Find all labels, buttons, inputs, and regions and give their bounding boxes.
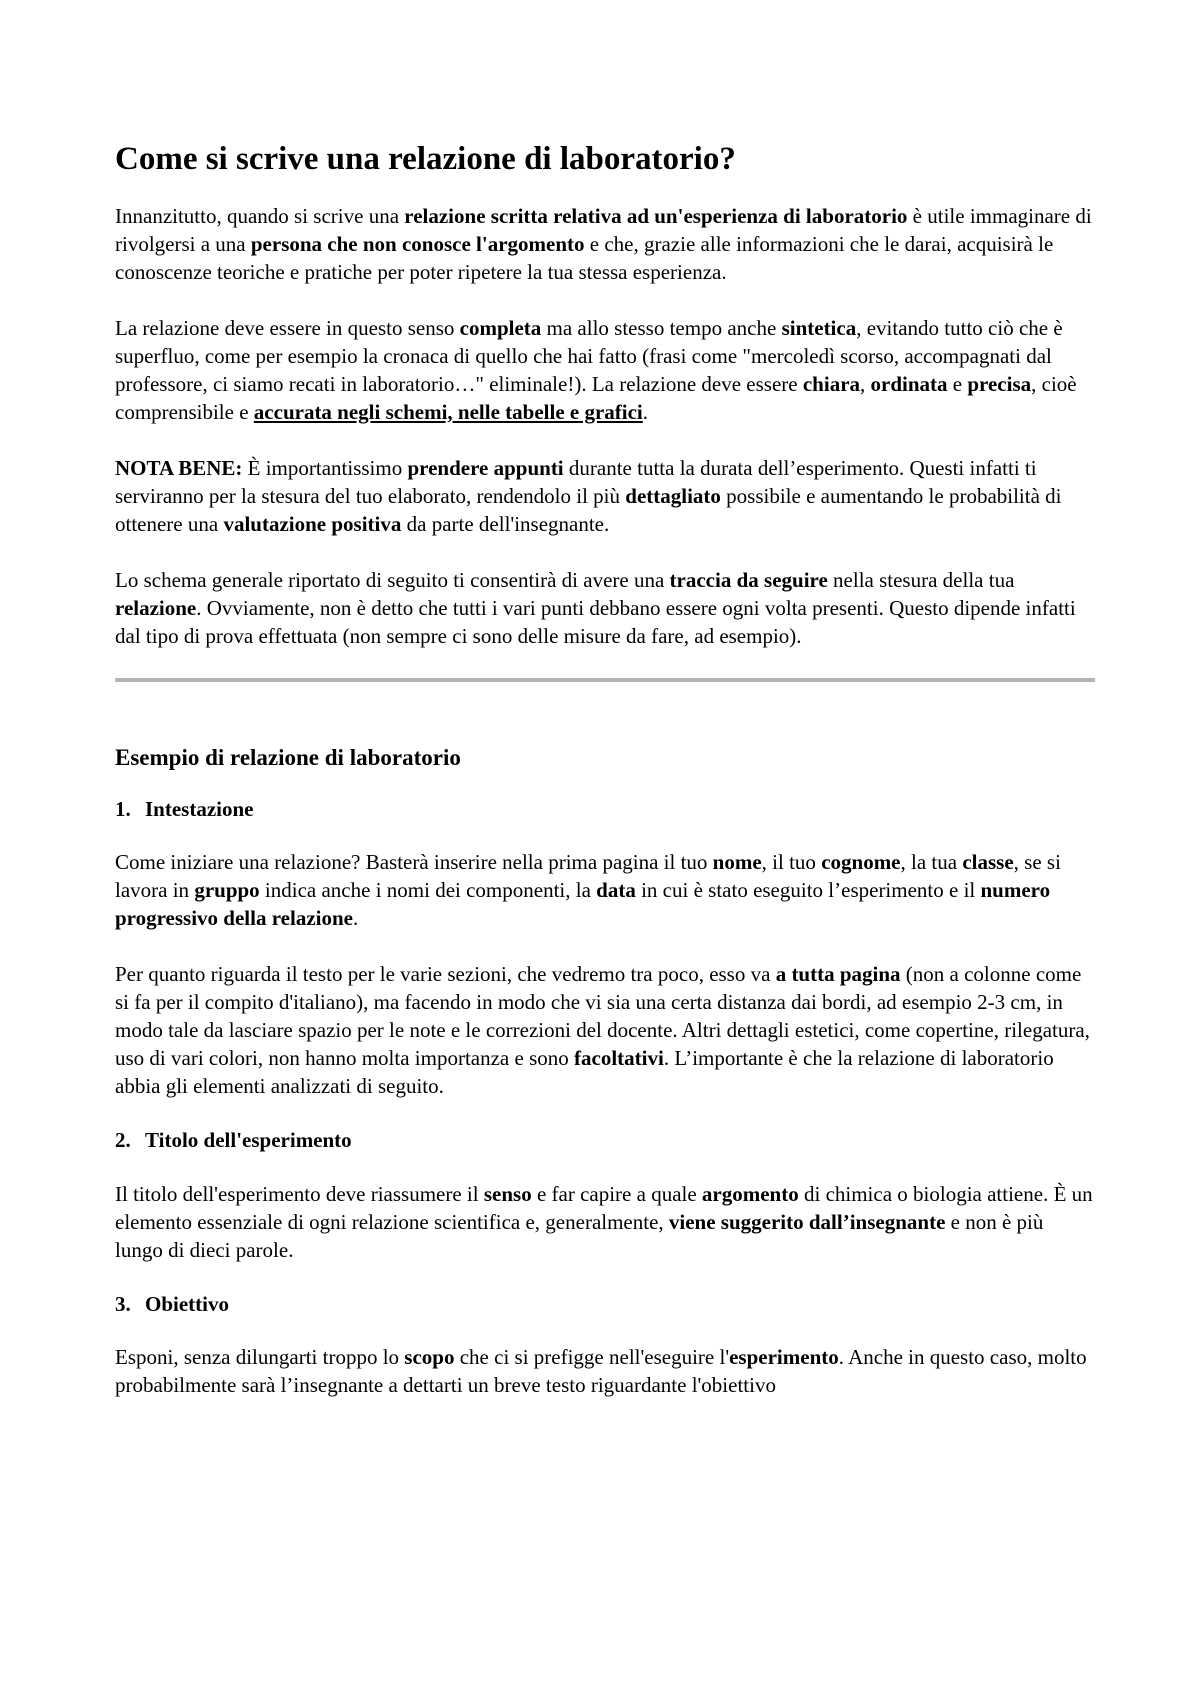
text-run: . Ovviamente, non è detto che tutti i vari punti debbano essere ogni volta presenti. Questo dipende infatti dal tipo di prova effettuata (non sempre ci sono delle misure da fare, ad esempio).	[115, 595, 1076, 648]
section-title: Obiettivo	[145, 1291, 229, 1316]
text-run: Lo schema generale riportato di seguito ti consentirà di avere una	[115, 567, 670, 592]
section-number: 2.	[115, 1128, 131, 1153]
text-run: e non è più lungo di dieci parole.	[115, 1209, 1044, 1262]
text-run: ma allo stesso tempo anche	[541, 315, 782, 340]
text-run: di chimica o biologia attiene. È un elemento essenziale di ogni relazione scientifica e, generalmente,	[115, 1181, 1093, 1234]
document-page	[115, 140, 1095, 1427]
text-run: . L’importante è che la relazione di laboratorio abbia gli elementi analizzati di seguito.	[115, 1046, 1054, 1099]
text-run: che ci si prefigge nell'eseguire l'	[454, 1344, 730, 1369]
text-run: e	[947, 371, 968, 396]
section-title: Titolo dell'esperimento	[145, 1128, 352, 1153]
section-title: Intestazione	[145, 797, 254, 822]
bold-text: sintetica	[781, 315, 857, 340]
section-paragraph	[115, 848, 1095, 932]
bold-text: scopo	[404, 1344, 455, 1369]
text-run: nella stesura della tua	[827, 567, 1015, 592]
intro-paragraph-4	[115, 566, 1095, 650]
text-run: indica anche i nomi dei componenti, la	[259, 878, 597, 903]
bold-text: a tutta pagina	[775, 962, 901, 987]
bold-text: precisa	[967, 371, 1032, 396]
bold-text: persona che non conosce l'argomento	[250, 231, 585, 256]
bold-text: completa	[459, 315, 542, 340]
text-run: , evitando tutto ciò che è superfluo, come per esempio la cronaca di quello che hai fatto (frasi come "mercoledì scorso, accompagnati dal professore, ci siamo recati in laboratorio…" eliminale!). La relazione deve essere	[115, 315, 1063, 396]
text-run: , se si lavora in	[115, 850, 1061, 903]
bold-text: classe	[962, 850, 1014, 875]
bold-text: viene suggerito dall’insegnante	[668, 1209, 946, 1234]
bold-text: relazione scritta relativa ad un'esperienza di laboratorio	[404, 203, 908, 228]
page-title: Come si scrive una relazione di laboratorio?	[115, 141, 736, 177]
bold-text: senso	[483, 1181, 532, 1206]
bold-text: prendere appunti	[407, 455, 564, 480]
bold-text: gruppo	[194, 878, 260, 903]
text-run: La relazione deve essere in questo senso	[115, 315, 460, 340]
text-run: , il tuo	[761, 850, 822, 875]
bold-text: data	[596, 878, 636, 903]
bold-text: cognome	[821, 850, 901, 875]
intro-paragraph-2	[115, 314, 1095, 426]
section-number: 1.	[115, 797, 131, 822]
text-run: .	[352, 906, 359, 931]
text-run: e far capire a quale	[531, 1181, 702, 1206]
intro-paragraph-3	[115, 454, 1095, 538]
horizontal-divider	[115, 678, 1095, 682]
text-run: e che, grazie alle informazioni che le darai, acquisirà le conoscenze teoriche e pratiche per poter ripetere la tua stessa esperienza.	[115, 231, 1054, 284]
section-paragraph	[115, 960, 1095, 1100]
text-run: in cui è stato eseguito l’esperimento e il	[635, 878, 981, 903]
bold-text: traccia da seguire	[669, 567, 828, 592]
text-run: Per quanto riguarda il testo per le varie sezioni, che vedremo tra poco, esso va	[115, 962, 776, 987]
bold-text: argomento	[701, 1181, 799, 1206]
bold-text: nome	[712, 850, 762, 875]
text-run: Esponi, senza dilungarti troppo lo	[115, 1344, 405, 1369]
underlined-bold-text: accurata negli schemi, nelle tabelle e grafici	[253, 399, 643, 424]
bold-text: esperimento	[729, 1344, 839, 1369]
section-number: 3.	[115, 1291, 131, 1316]
example-sections	[115, 797, 1095, 1399]
section-heading	[115, 1128, 1095, 1153]
bold-text: NOTA BENE:	[115, 455, 243, 480]
bold-text: valutazione positiva	[223, 511, 402, 536]
bold-text: dettagliato	[625, 483, 721, 508]
text-run: possibile e aumentando le probabilità di ottenere una	[115, 483, 1062, 536]
section-heading	[115, 797, 1095, 822]
text-run: Innanzitutto, quando si scrive una	[115, 203, 405, 228]
bold-text: chiara	[802, 371, 861, 396]
text-run: è utile immaginare di rivolgersi a una	[115, 203, 1092, 256]
text-run: , la tua	[900, 850, 963, 875]
bold-text: numero progressivo della relazione	[115, 878, 1051, 931]
text-run: ,	[860, 371, 871, 396]
section-paragraph	[115, 1180, 1095, 1264]
text-run: Il titolo dell'esperimento deve riassumere il	[115, 1181, 484, 1206]
intro-paragraph-1	[115, 202, 1095, 286]
text-run: È importantissimo	[242, 455, 408, 480]
text-run: (non a colonne come si fa per il compito d'italiano), ma facendo in modo che vi sia una certa distanza dai bordi, ad esempio 2-3 cm, in modo tale da lasciare spazio per le note e le correzioni del docente. Altri dettagli estetici, come copertine, rilegatura, uso di vari colori, non hanno molta importanza e sono	[115, 962, 1090, 1071]
bold-text: facoltativi	[574, 1046, 664, 1071]
text-run: durante tutta la durata dell’esperimento. Questi infatti ti serviranno per la stesura del tuo elaborato, rendendolo il più	[115, 455, 1037, 508]
text-run: .	[642, 399, 649, 424]
text-run: . Anche in questo caso, molto probabilmente sarà l’insegnante a dettarti un breve testo riguardante l'obiettivo	[115, 1344, 1087, 1397]
text-run: Come iniziare una relazione? Basterà inserire nella prima pagina il tuo	[115, 850, 713, 875]
bold-text: ordinata	[870, 371, 948, 396]
bold-text: relazione	[115, 595, 197, 620]
section-paragraph	[115, 1343, 1095, 1399]
text-run: , cioè comprensibile e	[115, 371, 1077, 424]
text-run: da parte dell'insegnante.	[401, 511, 610, 536]
section-heading	[115, 1292, 1095, 1317]
example-heading: Esempio di relazione di laboratorio	[115, 744, 461, 770]
